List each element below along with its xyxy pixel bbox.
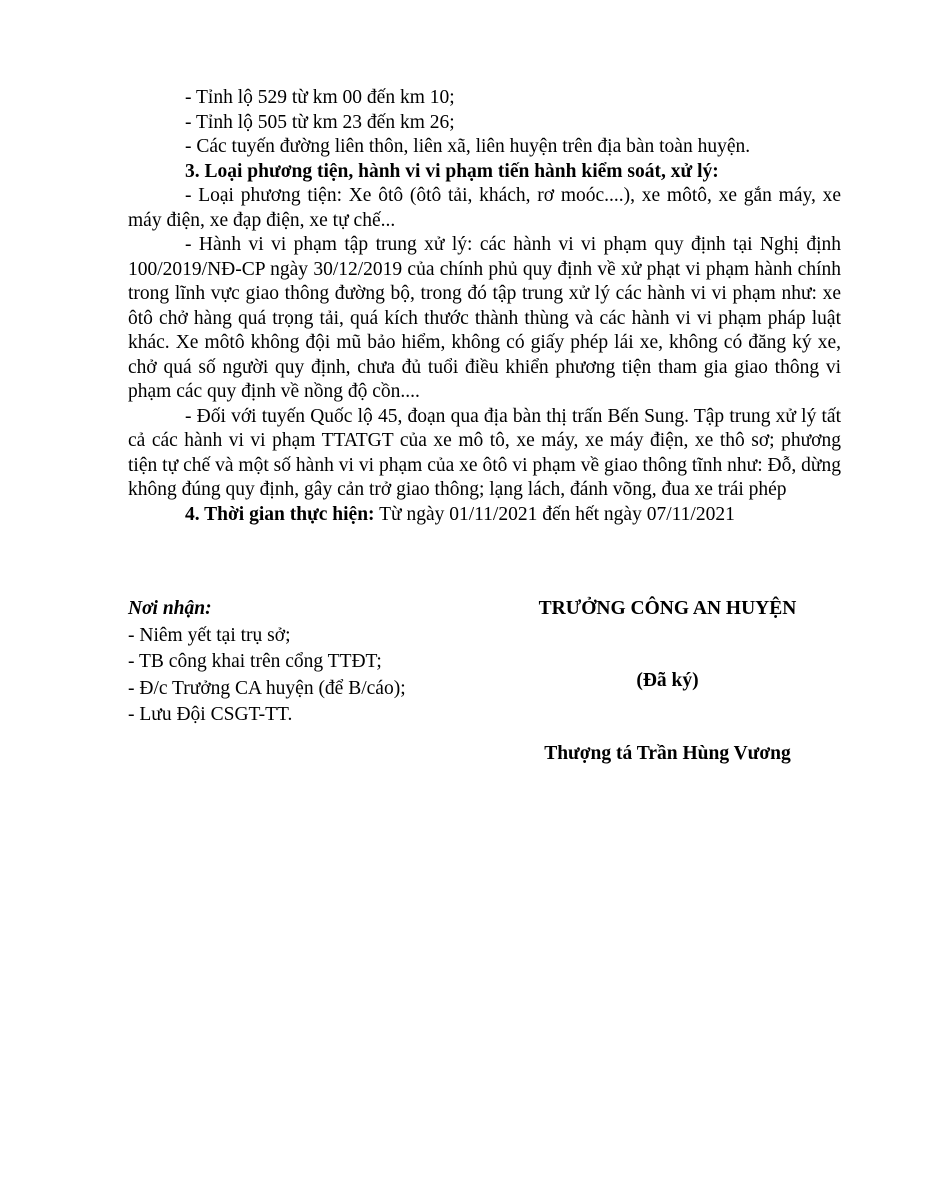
signed-status: (Đã ký) bbox=[636, 670, 699, 691]
recipient-item: - Niêm yết tại trụ sở; bbox=[128, 624, 291, 646]
highway-paragraph: - Đối với tuyến Quốc lộ 45, đoạn qua địa bàn thị trấn Bến Sung. Tập trung xử lý tất cả các hành vi vi phạm TTATGT của xe mô tô, xe máy, xe máy điện, xe thô sơ; phương tiện tự chế và một số hành vi vi phạm của xe ôtô vi phạm về giao thông tĩnh như: Đỗ, dừng không đúng quy định, gây cản trở giao thông; lạng lách, đánh võng, đua xe trái phép bbox=[128, 405, 841, 500]
route-item: - Tỉnh lộ 529 từ km 00 đến km 10; bbox=[185, 87, 455, 108]
violations-paragraph: - Hành vi vi phạm tập trung xử lý: các hành vi vi phạm quy định tại Nghị định 100/2019/NĐ-CP ngày 30/12/2019 của chính phủ quy định về xử phạt vi phạm hành chính trong lĩnh vực giao thông đường bộ, trong đó tập trung xử lý các hành vi vi phạm như: xe ôtô chở hàng quá trọng tải, quá kích thước thành thùng và các hành vi vi phạm pháp luật khác. Xe môtô không đội mũ bảo hiểm, không có giấy phép lái xe, không có đăng ký xe, chở quá số người quy định, chưa đủ tuổi điều khiển phương tiện tham gia giao thông vi phạm các quy định về nồng độ cồn.... bbox=[128, 234, 841, 402]
signer-title: TRƯỞNG CÔNG AN HUYỆN bbox=[538, 598, 797, 619]
section-3-heading: 3. Loại phương tiện, hành vi vi phạm tiến hành kiểm soát, xử lý: bbox=[185, 160, 719, 182]
recipients-block bbox=[128, 596, 458, 729]
vehicle-types-paragraph: - Loại phương tiện: Xe ôtô (ôtô tải, khách, rơ moóc....), xe môtô, xe gắn máy, xe máy điện, xe đạp điện, xe tự chế... bbox=[128, 185, 841, 231]
recipient-item: - Lưu Đội CSGT-TT. bbox=[128, 704, 293, 725]
section-4-heading bbox=[128, 503, 841, 528]
document-body bbox=[128, 86, 841, 527]
recipient-item: - Đ/c Trưởng CA huyện (để B/cáo); bbox=[128, 677, 406, 699]
signer-name: Thượng tá Trần Hùng Vương bbox=[544, 743, 791, 764]
section-4-value: Từ ngày 01/11/2021 đến hết ngày 07/11/2021 bbox=[374, 503, 735, 525]
route-item: - Tỉnh lộ 505 từ km 23 đến km 26; bbox=[185, 111, 455, 133]
route-item: - Các tuyến đường liên thôn, liên xã, liên huyện trên địa bàn toàn huyện. bbox=[185, 136, 751, 157]
recipient-item: - TB công khai trên cổng TTĐT; bbox=[128, 651, 382, 672]
recipients-title: Nơi nhận: bbox=[128, 598, 212, 619]
section-4-label: 4. Thời gian thực hiện: bbox=[185, 503, 375, 525]
